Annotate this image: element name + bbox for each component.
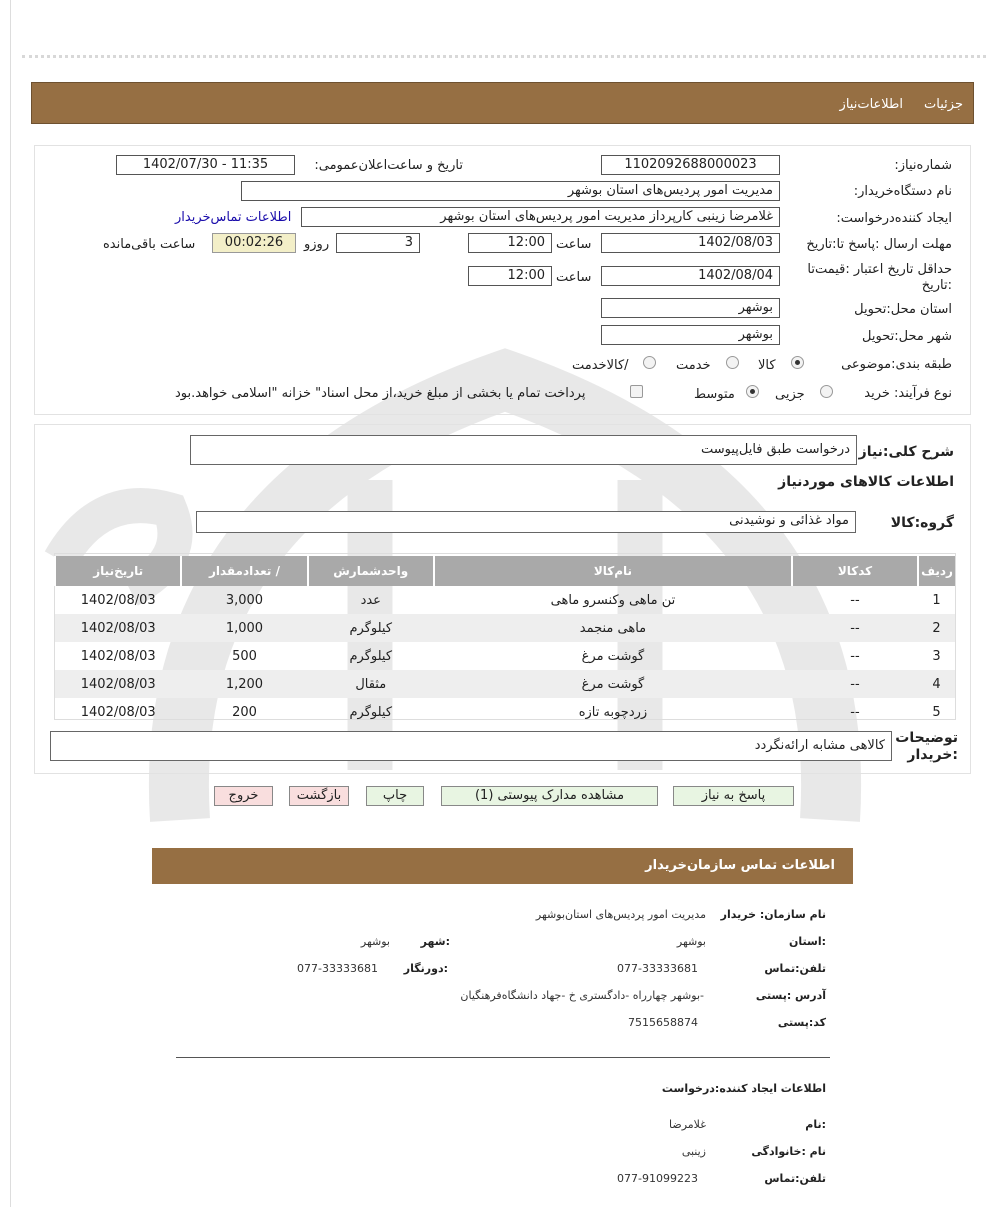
buyer-org-label: نام دستگاه‌خریدار: [853,184,952,199]
reply-button[interactable]: پاسخ به نیاز [673,786,794,806]
category-label: طبقه بندی:موضوعی [841,357,952,372]
cat-both-label: /کالاخدمت [572,358,629,373]
validity-time-field: 12:00 [468,266,552,286]
validity-date-field: 1402/08/04 [601,266,780,286]
org-label: نام سازمان: خریدار [720,908,826,921]
col-qty: / تعدادمقدار [181,556,307,586]
cell-date: 1402/08/03 [80,648,156,664]
postal-value: 7515658874 [628,1016,698,1029]
contact-divider [176,1057,830,1058]
cell-date: 1402/08/03 [80,704,156,720]
cell-row: 5 [932,704,941,720]
cell-date: 1402/08/03 [55,670,181,698]
announce-label: تاریخ و ساعت‌اعلان‌عمومی: [314,158,463,173]
address-value: -بوشهر چهارراه -دادگستری خ -جهاد دانشگاه‌فرهنگیان [460,989,704,1002]
col-name: نام‌کالا [434,556,792,586]
top-divider [22,55,986,58]
proc-medium-label: متوسط [694,387,735,402]
cell-date: 1402/08/03 [80,592,156,608]
cat-service-label: خدمت [676,358,711,373]
creator-name-value: غلامرضا [669,1118,706,1131]
creator-name-label: :نام [805,1118,826,1131]
cell-code: -- [792,614,918,642]
phone-label: تلفن:تماس [764,962,826,975]
cell-row: 2 [918,614,955,642]
goods-table [54,556,955,726]
cell-row: 4 [918,670,955,698]
view-documents-button[interactable]: مشاهده مدارک پیوستی (1) [441,786,658,806]
cell-name: تن ماهی وکنسرو ماهی [550,592,676,608]
back-button[interactable]: بازگشت [289,786,349,806]
creator-section-title: اطلاعات ایجاد کننده:درخواست [661,1082,826,1095]
left-border [10,0,11,1207]
cell-unit: مثقال [308,670,434,698]
col-code: کدکالا [792,556,918,586]
col-unit: واحدشمارش [308,556,434,586]
days-label: روزو [304,237,330,252]
cell-name: زردچوبه تازه [578,704,648,720]
address-label: آدرس :پستی [755,989,826,1002]
goods-table-header [55,556,955,586]
buyer-contact-link[interactable]: اطلاعات تماس‌خریدار [175,210,292,225]
proc-minor-label: جزیی [775,387,805,402]
buyer-notes-label: توضیحات :خریدار [895,730,958,763]
tab-need-info[interactable]: اطلاعات‌نیاز [839,97,903,112]
cell-name: ماهی منجمد [434,614,792,642]
col-date: تاریخ‌نیاز [55,556,181,586]
table-row [55,642,955,670]
cell-name: گوشت مرغ [434,670,792,698]
days-field: 3 [336,233,420,253]
creator-family-label: نام :خانوادگی [751,1145,826,1158]
group-label: گروه:کالا [890,515,954,531]
province-field: بوشهر [601,298,780,318]
radio-medium[interactable] [746,385,759,398]
cell-row: 3 [932,648,941,664]
creator-phone-value: 077-91099223 [617,1172,698,1185]
radio-minor[interactable] [820,385,833,398]
radio-service[interactable] [726,356,739,369]
cell-qty: 1,200 [181,670,307,698]
deadline-time-label: ساعت [556,237,592,252]
city-label: شهر محل:تحویل [862,329,952,344]
cell-unit: عدد [360,592,381,608]
cell-unit: کیلوگرم [349,704,393,720]
cell-code: -- [850,648,860,664]
fax-value: 077-33333681 [297,962,378,975]
need-number-field: 1102092688000023 [601,155,780,175]
remaining-label: ساعت باقی‌مانده [103,237,196,252]
fax-label: :دورنگار [403,962,448,975]
treasury-checkbox[interactable] [630,385,643,398]
table-row [55,614,955,642]
buyer-notes-field: کالاهی مشابه ارائه‌نگردد [50,731,892,761]
cell-code: -- [850,704,860,720]
creator-phone-label: تلفن:تماس [764,1172,826,1185]
payment-note: پرداخت تمام یا بخشی از مبلغ خرید،از محل اسناد" خزانه "اسلامی خواهد.بود [175,386,586,401]
desc-label: شرح کلی:نیاز [858,444,954,460]
contact-city-value: بوشهر [360,935,390,948]
cell-qty: 3,000 [225,592,264,608]
province-label: استان محل:تحویل [854,302,952,317]
page-header [31,82,974,124]
deadline-time-field: 12:00 [468,233,552,253]
cell-qty: 500 [232,648,257,664]
phone-value: 077-33333681 [617,962,698,975]
contact-section-header [152,848,853,884]
cell-qty: 200 [232,704,257,720]
goods-section-title: اطلاعات کالاهای موردنیاز [778,474,954,490]
radio-goods-service[interactable] [643,356,656,369]
contact-province-label: :استان [789,935,826,948]
validity-label: حداقل تاریخ اعتبار :قیمت‌تا :تاریخ [807,262,952,293]
validity-time-label: ساعت [556,270,592,285]
creator-field: غلامرضا زینبی کارپرداز مدیریت امور پردیس‌های استان بوشهر [301,207,780,227]
table-row [55,670,955,698]
col-row: ردیف [918,556,955,586]
org-value: مدیریت امور پردیس‌های استان‌بوشهر [535,908,706,921]
deadline-label: مهلت ارسال :پاسخ تا:تاریخ [806,237,952,252]
cell-unit: کیلوگرم [349,648,393,664]
process-label: نوع فرآیند: خرید [864,386,952,401]
buyer-org-field: مدیریت امور پردیس‌های استان بوشهر [241,181,780,201]
exit-button[interactable]: خروج [214,786,273,806]
cell-qty: 1,000 [181,614,307,642]
contact-city-label: :شهر [420,935,450,948]
cell-code: -- [850,592,860,608]
cell-unit: کیلوگرم [308,614,434,642]
cell-row: 1 [932,592,941,608]
cell-date: 1402/08/03 [55,614,181,642]
contact-province-value: بوشهر [676,935,706,948]
radio-goods[interactable] [791,356,804,369]
print-button[interactable]: چاپ [366,786,424,806]
table-row [55,698,955,726]
cell-code: -- [792,670,918,698]
table-row [55,586,955,614]
contact-title: اطلاعات تماس سازمان‌خریدار [645,858,835,873]
creator-family-value: زینبی [681,1145,706,1158]
group-field: مواد غذائی و نوشیدنی [196,511,856,533]
creator-label: ایجاد کننده‌درخواست: [836,211,952,226]
remaining-time-field: 00:02:26 [212,233,296,253]
desc-field: درخواست طبق فایل‌پیوست [190,435,857,465]
announce-datetime-field: 1402/07/30 - 11:35 [116,155,295,175]
need-number-label: شماره‌نیاز: [894,158,952,173]
postal-label: کد:پستی [777,1016,826,1029]
city-field: بوشهر [601,325,780,345]
cell-name: گوشت مرغ [581,648,645,664]
tab-details[interactable]: جزئیات [924,97,963,112]
cat-goods-label: کالا [758,358,776,373]
deadline-date-field: 1402/08/03 [601,233,780,253]
